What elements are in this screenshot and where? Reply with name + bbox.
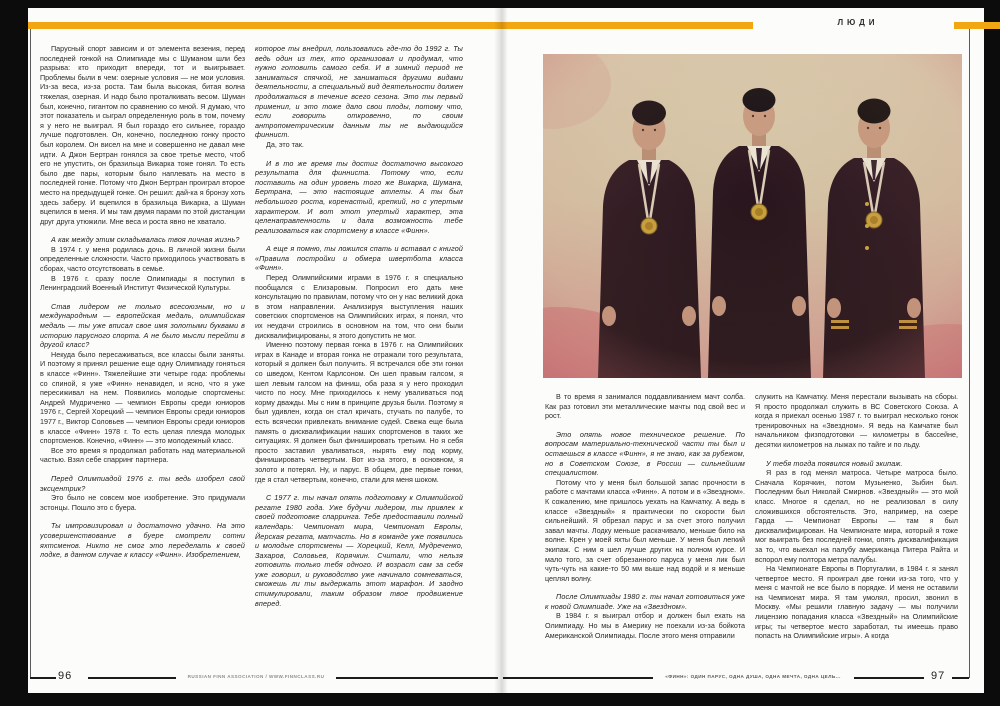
- question-paragraph: С 1977 г. ты начал опять подготовку к Олимпийской регате 1980 года. Уже будучи лидером, ты привлек к своей подготовке спарринга. Тебе предоставили полный календарь: Чемпионат мира, Чемпионат Европы, Йерская регата, матчасть. Но в команде уже появились и молодые спортсмены — Хорецкий, Келл, Мудреченко, Захаров, Соловьев, Корячкин. Считали, что нельзя готовить только тебя одного. И возраст сам за себя уже говорил, и руководство уже начинало сомневаться, сможешь ли ты выдержать этот марафон. И заодно стимулировали, таким образом твое продвижение вперед.: [255, 493, 463, 608]
- page-gutter-shadow: [494, 8, 508, 693]
- page-number-right: 97: [931, 670, 946, 682]
- question-paragraph: У тебя тогда появился новый экипаж.: [766, 458, 903, 468]
- footer-association-label: RUSSIAN FINN ASSOCIATION / WWW.FINNCLASS.RU: [187, 674, 325, 679]
- article-column-left-1: [40, 44, 245, 666]
- answer-paragraph: В 1984 г. я выиграл отбор и должен был ехать на Олимпиаду. Но мы в Америку не поехали из-за бойкота Американской Олимпиады. После этого меня отправили: [545, 611, 745, 640]
- footer-rule: [854, 677, 924, 679]
- question-paragraph: После Олимпиады 1980 г. ты начал готовиться уже к новой Олимпиаде. Уже на «Звездном».: [545, 592, 745, 611]
- answer-paragraph: В то время я занимался поддавливанием мачт солба. Как раз готовил эти металлические мачты под свой вес и рост.: [545, 392, 745, 421]
- answer-paragraph: Это было не совсем мое изобретение. Это придумали эстонцы. Пошло это с буера.: [40, 493, 245, 512]
- photo-illustration: [543, 54, 962, 378]
- footer-rule: [952, 677, 969, 679]
- vintage-photo-three-sailors-with-medals: [543, 54, 962, 378]
- footer-rule: [503, 677, 653, 679]
- question-paragraph: А еще я помню, ты ложился спать и вставал с книгой «Правила постройки и обмера швертбота класса «Финн».: [255, 244, 463, 273]
- top-corner-accent-bar: [954, 22, 1000, 29]
- footer-rule: [336, 677, 498, 679]
- left-page-edge-rule: [30, 29, 31, 678]
- question-paragraph: Перед Олимпиадой 1976 г. ты ведь изобрел свой эксцентрик?: [40, 473, 245, 493]
- answer-paragraph: Все это время я продолжал работать над материальной частью. Взял себе спарринг партнера.: [40, 445, 245, 465]
- answer-paragraph: Перед Олимпийскими играми в 1976 г. я специально пообщался с Елизаровым. Попросил его дать мне консультацию по правилам, потому что он у нас великий дока в этом направлении. Анализируя выступления наших советских спортсменов на Олимпийских играх, я понял, что их неудачи строились в основном на том, что они были дисквалифицированы, я этого допустить не мог.: [255, 273, 463, 340]
- answer-paragraph: Некуда было пересаживаться, все классы были заняты. И поэтому я принял решение еще одну Олимпиаду гоняться в классе «Финн». Тяжелейшие эти четыре года: проблемы со спиной, я уже «Финн» ненавидел, и ясно, что я уже пересиживал на нем. Появились молодые спортсмены: Андрей Мудриченко — чемпион Европы среди юниоров 1976 г., Сергей Хорецкий — чемпион Европы среди юниоров 1977 г., Виктор Соловьев — чемпион Европы среди юниоров в классе «Финн» 1978 г. То есть целая плеяда молодых спортсменов. Конечно, «Финн» — это молодежный класс.: [40, 349, 245, 446]
- top-accent-bar: [28, 22, 753, 29]
- question-paragraph: Став лидером не только всесоюзным, но и международным — европейская медаль, олимпийская медаль — ты уже вписал свое имя золотыми буквами в историю парусного спорта. А не было мысли перейти в другой класс?: [40, 301, 245, 350]
- magazine-pages: [28, 8, 984, 693]
- section-label: ЛЮДИ: [837, 18, 879, 27]
- footer-corner-left: [30, 677, 56, 679]
- question-paragraph: которое ты внедрил, пользовались где-то до 1992 г. Ты ведь один из тех, кто организовал и продумал, что нужно готовить самого себя. И в зимний период не заниматься спячкой, не заниматься другими видами деятельности, а специальный вид деятельности должен продолжаться в течение всего сезона. Это ты первый применил, и это тоже дало свои плоды, потому что, если говорить откровенно, по своим антропометрическим данным ты не выдающийся финнист.: [255, 44, 463, 140]
- answer-paragraph: Именно поэтому первая гонка в 1976 г. на Олимпийских играх в Канаде и вторая гонка не отражали того результата, который я должен был получить. Я встречался обе эти гонки со шведом, Кентом Карлсоном. Он шел правым галсом, я шел левым галсом на финиш, оба раза я у него проходил чисто по носу. Мне приходилось к нему уваливаться под корму дважды. Мы с ним в принципе друзья были. Поэтому я был удивлен, когда он стал кричать, стучать по палубе, то есть всячески привлекать внимание судей. Свежа еще была память о дисквалификации наших спортсменов в таких же ситуациях. Я должен был финишировать третьим. Но я себя просто заставил уваливаться, нырять ему под корму, финишировать четвертым. Вот из-за этого, в основном, я золото и потерял. Ну, и парус. В общем, две первые гонки, где я стал четвертым, конечно, стали для меня шоком.: [255, 340, 463, 484]
- answer-paragraph: служить на Камчатку. Меня перестали вызывать на сборы. Я просто продолжал служить в ВС Советского Союза. А когда я приехал осенью 1987 г. то выиграл несколько гонок тренировочных на «Звездном». Я ведь на Камчатке был начальником физподготовки — километры в бассейне, десятки километров на лыжах по тайге и по льду.: [755, 392, 958, 449]
- footer-rule: [88, 677, 176, 679]
- article-column-left-2: [255, 44, 463, 666]
- question-paragraph: И в то же время ты достиг достаточно высокого результата для финниста. Потому что, если поставить на один уровень того же Викарка, Шумана, Бертрана, — это настоящие атлеты. А ты был небольшого роста, коренастый, крепкий, но с упертым характером. И вот этот упертый характер, эта целенаправленность и дала возможность тебе реализоваться как спортсмену в классе «Финн».: [255, 158, 463, 235]
- right-page-edge-rule: [969, 29, 970, 678]
- article-column-right-1: [545, 392, 745, 668]
- answer-paragraph: Парусный спорт зависим и от элемента везения, перед последней гонкой на Олимпиаде мы с Шуманом шли без разрыва: кто приходит впереди, тот и выигрывает. Проблемы были в чем: озерные условия — не мои условия. Из-за веса, из-за роста. Там была высокая, битая волна тяжелая, озерная. И надо было проталкивать весом. Шуман был, конечно, гигантом по сравнению со мной. Я думаю, что этот показатель и сыграл определенную роль в том, почему я у него не выиграл. Я был гораздо его сильнее, гораздо лучше подготовлен. Он, конечно, последнюю гонку просто был королем. Он висел на мне и совершенно не давал мне идти. А Джон Бертран гонялся за свое третье место, чтоб его не упустить, он бразильца Викарка тоже гонял. То есть было две пары, которым было наплевать на место в последней гонке. Потому что Джон Бертран проиграл второе место на предыдущей гонке. Он решил: дай-ка я бронзу хоть здесь заберу. И вцепился в бразильца Викарка, а Шуман вцепился в меня. И мы там двумя парами по этой дистанции друг друга утюжили. Мне веса и роста явно не хватало.: [40, 44, 245, 226]
- answer-paragraph: Да, это так.: [266, 139, 304, 149]
- page-number-left: 96: [58, 670, 73, 682]
- answer-paragraph: Потому что у меня был большой запас прочности в работе с мачтами класса «Финн». А потом и в «Звездном». К сожалению, мне пришлось уехать на Камчатку. А ведь в классе «Звездный» я практически по скорости был сильнейший. Я обрезал парус и за счет этого получил завал мачты. Лодку меньше раскачивало, меньше било на волне. Крен у моей яхты был меньше. У меня был легкий экипаж. С ним я шел лучше других на полном курсе. И мало того, за счет обрезанного паруса у меня лик был чуть-чуть на какие-то 50 мм выше над водой и я меньше цеплял волну.: [545, 477, 745, 583]
- answer-paragraph: В 1974 г. у меня родилась дочь. В личной жизни были определенные сложности. Часто приходилось участвовать в сборах, часто отсутствовать в семье.: [40, 244, 245, 274]
- article-column-right-2: [755, 392, 958, 668]
- footer-motto-label: «ФИНН»: ОДИН ПАРУС, ОДНА ДУША, ОДНА МЕЧТА, ОДНА ЦЕЛЬ...: [665, 674, 841, 679]
- answer-paragraph: На Чемпионате Европы в Португалии, в 1984 г. я занял четвертое место. Я проиграл две гонки из-за того, что у меня с мачтой не все было в порядке. И меня не оставили на Чемпионат мира. Я там умолял, просил, звонил в Москву. «Мы решили главную задачу — мы получили лицензию попадания класса «Звездный» на Олимпийские игры; ты четвертое место заработал, ты имеешь право попасть на Олимпийские игры». А когда: [755, 564, 958, 641]
- answer-paragraph: Я раз в год менял матроса. Четыре матроса было. Сначала Корячкин, потом Музьненко, Зыбин был. Последним был Николай Смирнов. «Звездный» — это мой класс. Многое я сделал, но не реализовал в силу сложившихся обстоятельств. Это, например, на озере Гарда — Чемпионат Европы — там я был дисквалифицирован. На Чемпионате мира, который я тоже мог выиграть без последней гонки, опять дисквалификация за то, что выехал на палубу американца Питера Райта и вспорол ему полтора метра палубы.: [755, 468, 958, 564]
- answer-paragraph: В 1976 г. сразу после Олимпиады я поступил в Ленинградский Военный Институт Физической Культуры.: [40, 273, 245, 293]
- question-paragraph: Это опять новое техническое решение. По вопросам материально-технической части ты был и остаешься в классе «Финн», я не знаю, как за рубежом, но в Советском Союзе, в России — сильнейшим специалистом.: [545, 429, 745, 478]
- question-paragraph: Ты импровизировал и достаточно удачно. На это усовершенствование в буере смотрели сотни яхтсменов. Никто не смог это переделать к своей лодке, в данном случае к классу «Финн». Изобретением,: [40, 521, 245, 560]
- question-paragraph: А как между этим складывалась твоя личная жизнь?: [51, 235, 240, 245]
